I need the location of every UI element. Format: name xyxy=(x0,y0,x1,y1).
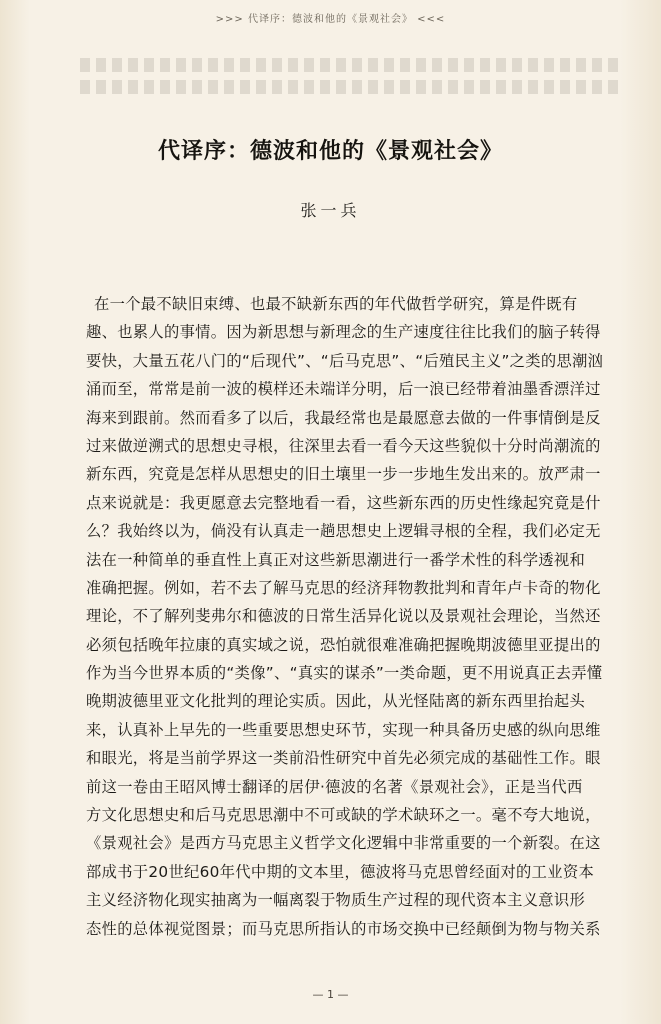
text-line: 在一个最不缺旧束缚、也最不缺新东西的年代做哲学研究，算是件既有 xyxy=(94,295,578,313)
text-line: 《景观社会》是西方马克思主义哲学文化逻辑中非常重要的一个新裂。在这 xyxy=(86,834,601,853)
text-line: 海来到跟前。然而看多了以后，我最经常也是最愿意去做的一件事情倒是反 xyxy=(86,408,601,427)
running-head: >>> 代译序：德波和他的《景观社会》 <<< xyxy=(215,14,446,25)
text-line: 方文化思想史和后马克思思潮中不可或缺的学术缺环之一。毫不夸大地说， xyxy=(86,806,601,825)
text-line: 态性的总体视觉图景；而马克思所指认的市场交换中已经颠倒为物与物关系 xyxy=(86,919,601,938)
page-number: — 1 — xyxy=(312,988,349,1001)
text-line: 准确把握。例如，若不去了解马克思的经济拜物教批判和青年卢卡奇的物化 xyxy=(86,578,601,597)
text-line: 要快，大量五花八门的“后现代”、“后马克思”、“后殖民主义”之类的思潮汹 xyxy=(86,351,604,370)
text-line: 来，认真补上早先的一些重要思想史环节，实现一种具备历史感的纵向思维 xyxy=(86,720,601,739)
author-name: 张一兵 xyxy=(300,201,361,220)
text-line: 部成书于20世纪60年代中期的文本里，德波将马克思曾经面对的工业资本 xyxy=(86,862,595,881)
text-line: 主义经济物化现实抽离为一幅离裂于物质生产过程的现代资本主义意识形 xyxy=(86,891,586,910)
text-line: 新东西，究竟是怎样从思想史的旧土壤里一步一步地生发出来的。放严肃一 xyxy=(86,465,601,484)
text-line: 作为当今世界本质的“类像”、“真实的谋杀”一类命题，更不用说真正去弄懂 xyxy=(86,664,603,683)
text-line: 涌而至，常常是前一波的模样还未端详分明，后一浪已经带着油墨香漂洋过 xyxy=(86,380,601,399)
text-line: 和眼光，将是当前学界这一类前沿性研究中首先必须完成的基础性工作。眼 xyxy=(86,749,601,768)
text-line: 点来说就是：我更愿意去完整地看一看，这些新东西的历史性缘起究竟是什 xyxy=(86,493,601,512)
show-through-text xyxy=(80,58,620,118)
text-line: 么？我始终以为，倘没有认真走一趟思想史上逻辑寻根的全程，我们必定无 xyxy=(86,522,601,541)
show-through-line xyxy=(80,80,620,94)
text-line: 趣、也累人的事情。因为新思想与新理念的生产速度往往比我们的脑子转得 xyxy=(86,323,601,342)
text-line: 晚期波德里亚文化批判的理论实质。因此，从光怪陆离的新东西里抬起头 xyxy=(86,692,586,711)
text-line: 理论，不了解列斐弗尔和德波的日常生活异化说以及景观社会理论，当然还 xyxy=(86,607,601,626)
body-text xyxy=(86,290,604,943)
text-line: 过来做逆溯式的思想史寻根，往深里去看一看今天这些貌似十分时尚潮流的 xyxy=(86,436,601,455)
chapter-title: 代译序：德波和他的《景观社会》 xyxy=(157,139,503,164)
text-line: 前这一卷由王昭风博士翻译的居伊·德波的名著《景观社会》，正是当代西 xyxy=(86,777,583,796)
text-line: 必须包括晚年拉康的真实域之说，恐怕就很难准确把握晚期波德里亚提出的 xyxy=(86,635,601,654)
text-line: 法在一种简单的垂直性上真正对这些新思潮进行一番学术性的科学透视和 xyxy=(86,550,586,569)
show-through-line xyxy=(80,58,620,72)
